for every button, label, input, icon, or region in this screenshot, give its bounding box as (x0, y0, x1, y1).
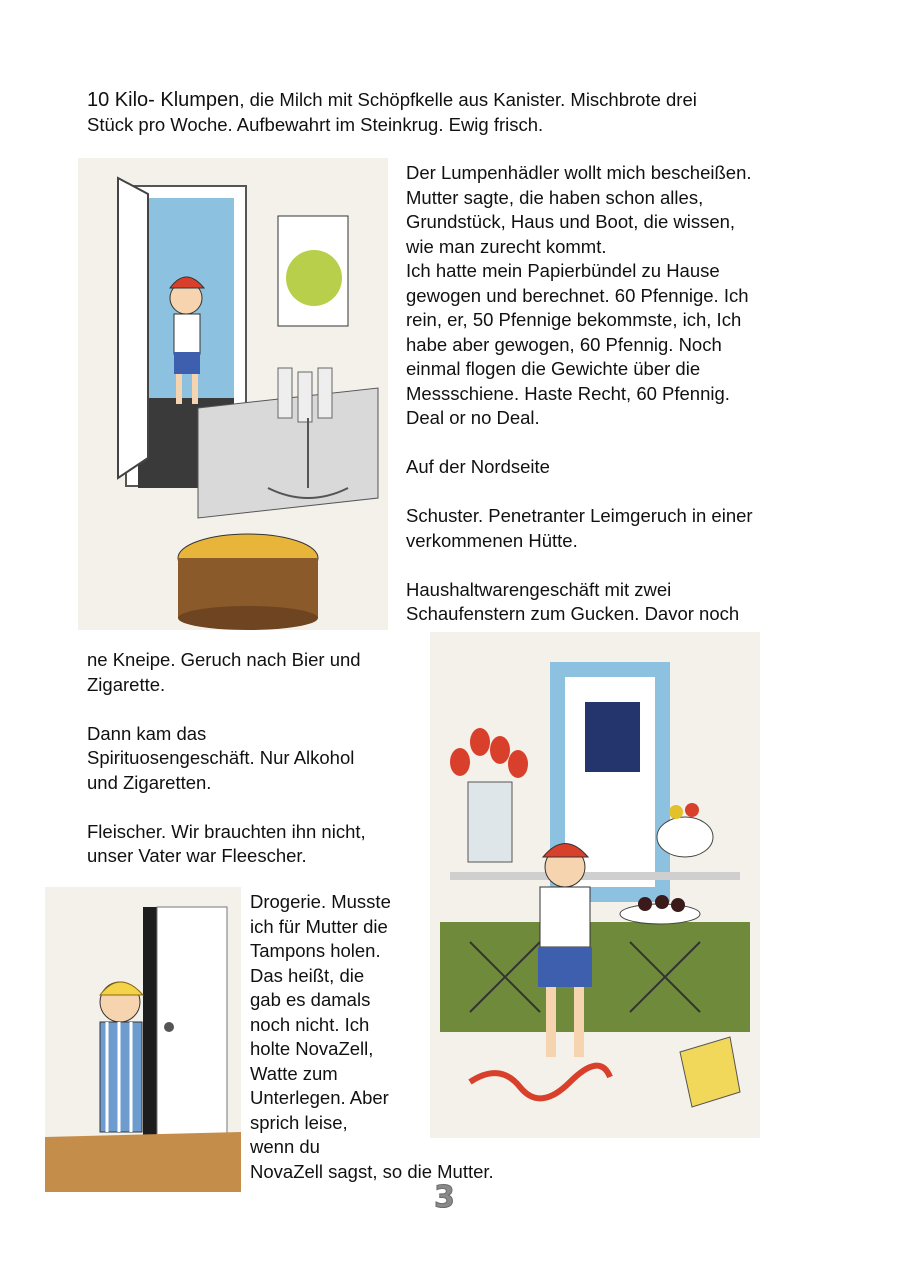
drogerie-line: Drogerie. Musste (250, 891, 391, 912)
lumpen-line: Deal or no Deal. (406, 407, 540, 428)
kneipe-line: ne Kneipe. Geruch nach Bier und (87, 649, 361, 670)
drogerie-line: Das heißt, die (250, 964, 365, 986)
right-column-text (406, 161, 826, 627)
intro-paragraph (87, 88, 807, 137)
illustration-boy-doorway-scale (78, 158, 388, 630)
lumpen-line: Grundstück, Haus und Boot, die wissen, (406, 211, 736, 232)
lumpen-line: einmal flogen die Gewichte über die (406, 358, 701, 379)
lumpen-line: Ich hatte mein Papierbündel zu Hause (406, 260, 720, 281)
spirituosen-line: und Zigaretten. (87, 771, 212, 793)
kneipe-line: Zigarette. (87, 673, 166, 695)
intro-word: 10 Kilo- Klumpen (87, 89, 240, 111)
lumpen-line: Messschiene. Haste Recht, 60 Pfennig. (406, 382, 730, 404)
intro-line1-rest: , die Milch mit Schöpfkelle aus Kanister. Mischbrote drei (239, 89, 697, 110)
lumpen-line: wie man zurecht kommt. (406, 235, 607, 257)
lumpen-line: habe aber gewogen, 60 Pfennig. Noch (406, 333, 722, 355)
drogerie-line: ich für Mutter die (250, 915, 388, 937)
schuster-line: Schuster. Penetranter Leimgeruch in einer (406, 505, 753, 526)
intro-line2: Stück pro Woche. Aufbewahrt im Steinkrug. Ewig frisch. (87, 113, 544, 135)
lumpen-line: rein, er, 50 Pfennige bekommste, ich, Ich (406, 309, 742, 330)
spirituosen-line: Spirituosengeschäft. Nur Alkohol (87, 747, 355, 768)
fleischer-line: Fleischer. Wir brauchten ihn nicht, (87, 820, 366, 842)
schuster-line: verkommenen Hütte. (406, 529, 578, 551)
drogerie-line: sprich leise, (250, 1111, 348, 1133)
nordseite-heading: Auf der Nordseite (406, 456, 550, 477)
drogerie-line: Watte zum (250, 1062, 338, 1084)
drogerie-line: wenn du (250, 1136, 320, 1157)
spirituosen-line: Dann kam das (87, 722, 207, 744)
haushalt-line: Haushaltwarengeschäft mit zwei (406, 578, 672, 600)
drogerie-line: noch nicht. Ich (250, 1013, 370, 1035)
drogerie-line: Unterlegen. Aber (250, 1087, 389, 1108)
illustration-boy-pajamas-door (45, 887, 241, 1192)
drogerie-paragraph (250, 890, 550, 1184)
page-number: 3 (434, 1180, 455, 1215)
haushalt-line: Schaufenstern zum Gucken. Davor noch (406, 603, 740, 624)
fleischer-line: unser Vater war Fleescher. (87, 845, 307, 866)
left-column-text (87, 648, 417, 869)
drogerie-line: holte NovaZell, (250, 1038, 374, 1059)
lumpen-line: gewogen und berechnet. 60 Pfennige. Ich (406, 284, 749, 306)
lumpen-line: Der Lumpenhädler wollt mich bescheißen. (406, 162, 752, 183)
lumpen-line: Mutter sagte, die haben schon alles, (406, 186, 704, 208)
drogerie-line: NovaZell sagst, so die Mutter. (250, 1160, 494, 1182)
drogerie-line: Tampons holen. (250, 940, 381, 961)
drogerie-line: gab es damals (250, 989, 371, 1010)
